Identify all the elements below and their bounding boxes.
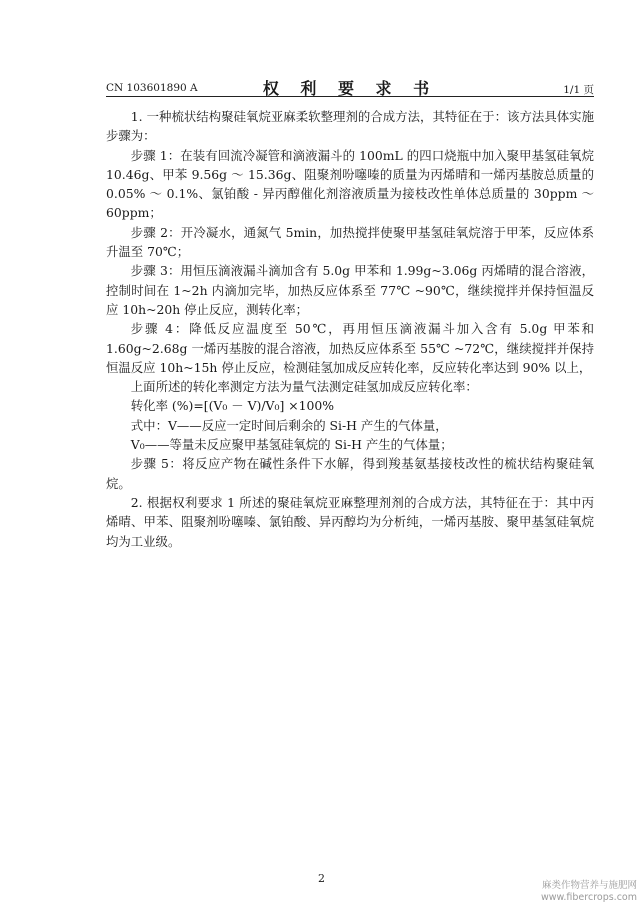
watermark-url: www.fibercrops.com (540, 892, 637, 903)
page-header (106, 76, 594, 97)
document-number: CN 103601890 A (106, 82, 198, 94)
claim-1-step-5: 步骤 5：将反应产物在碱性条件下水解，得到羧基氨基接枝改性的梳状结构聚硅氧烷。 (106, 456, 594, 491)
claim-1-intro: 1. 一种梳状结构聚硅氧烷亚麻柔软整理剂的合成方法，其特征在于：该方法具体实施步骤为： (106, 109, 594, 144)
claim-1-step-3: 步骤 3：用恒压滴液漏斗滴加含有 5.0g 甲苯和 1.99g~3.06g 丙烯晴的混合溶液，控制时间在 1~2h 内滴加完毕，加热反应体系至 77℃ ~90℃，继续搅拌并保持恒温反应 10h~20h 停止反应，测转化率； (106, 263, 594, 317)
watermark-site-name: 麻类作物营养与施肥网 (541, 880, 637, 891)
formula-definition-v: 式中：V——反应一定时间后剩余的 Si-H 产生的气体量， (130, 417, 448, 433)
conversion-formula: 转化率 (%)=[(V₀ － V)/V₀] ×100% (130, 398, 335, 414)
formula-definition-v0: V₀——等量未反应聚甲基氢硅氧烷的 Si-H 产生的气体量； (130, 437, 453, 453)
page-info: 1/1 页 (563, 84, 594, 96)
conversion-method: 上面所述的转化率测定方法为量气法测定硅氢加成反应转化率： (130, 379, 478, 395)
claims-body (106, 107, 594, 551)
claim-1-step-1: 步骤 1：在装有回流冷凝管和滴液漏斗的 100mL 的四口烧瓶中加入聚甲基氢硅氧烷 10.46g、甲苯 9.56g ～ 15.36g、阻聚剂吩噻嗪的质量为丙烯晴和一烯丙基胺总质量的 0.05% ～ 0.1%、氯铂酸 - 异丙醇催化剂溶液质量为接枝改性单体总质量的 30ppm ～ 60ppm； (106, 147, 594, 221)
page-number: 2 (318, 872, 325, 885)
claim-1-step-2: 步骤 2：开冷凝水，通氮气 5min，加热搅拌使聚甲基氢硅氧烷溶于甲苯，反应体系升温至 70℃； (106, 224, 594, 260)
claim-1-step-4: 步骤 4：降低反应温度至 50℃，再用恒压滴液漏斗加入含有 5.0g 甲苯和 1.60g~2.68g 一烯丙基胺的混合溶液，加热反应体系至 55℃ ~72℃，继续搅拌并保持恒温反应 10h~15h 停止反应，检测硅氢加成反应转化率，反应转化率达到 90% 以上， (106, 321, 594, 375)
document-title: 权 利 要 求 书 (262, 79, 438, 98)
site-watermark (541, 880, 637, 904)
claim-2: 2. 根据权利要求 1 所述的聚硅氧烷亚麻整理剂剂的合成方法，其特征在于：其中丙烯晴、甲苯、阻聚剂吩噻嗪、氯铂酸、异丙醇均为分析纯，一烯丙基胺、聚甲基氢硅氧烷均为工业级。 (106, 494, 594, 549)
